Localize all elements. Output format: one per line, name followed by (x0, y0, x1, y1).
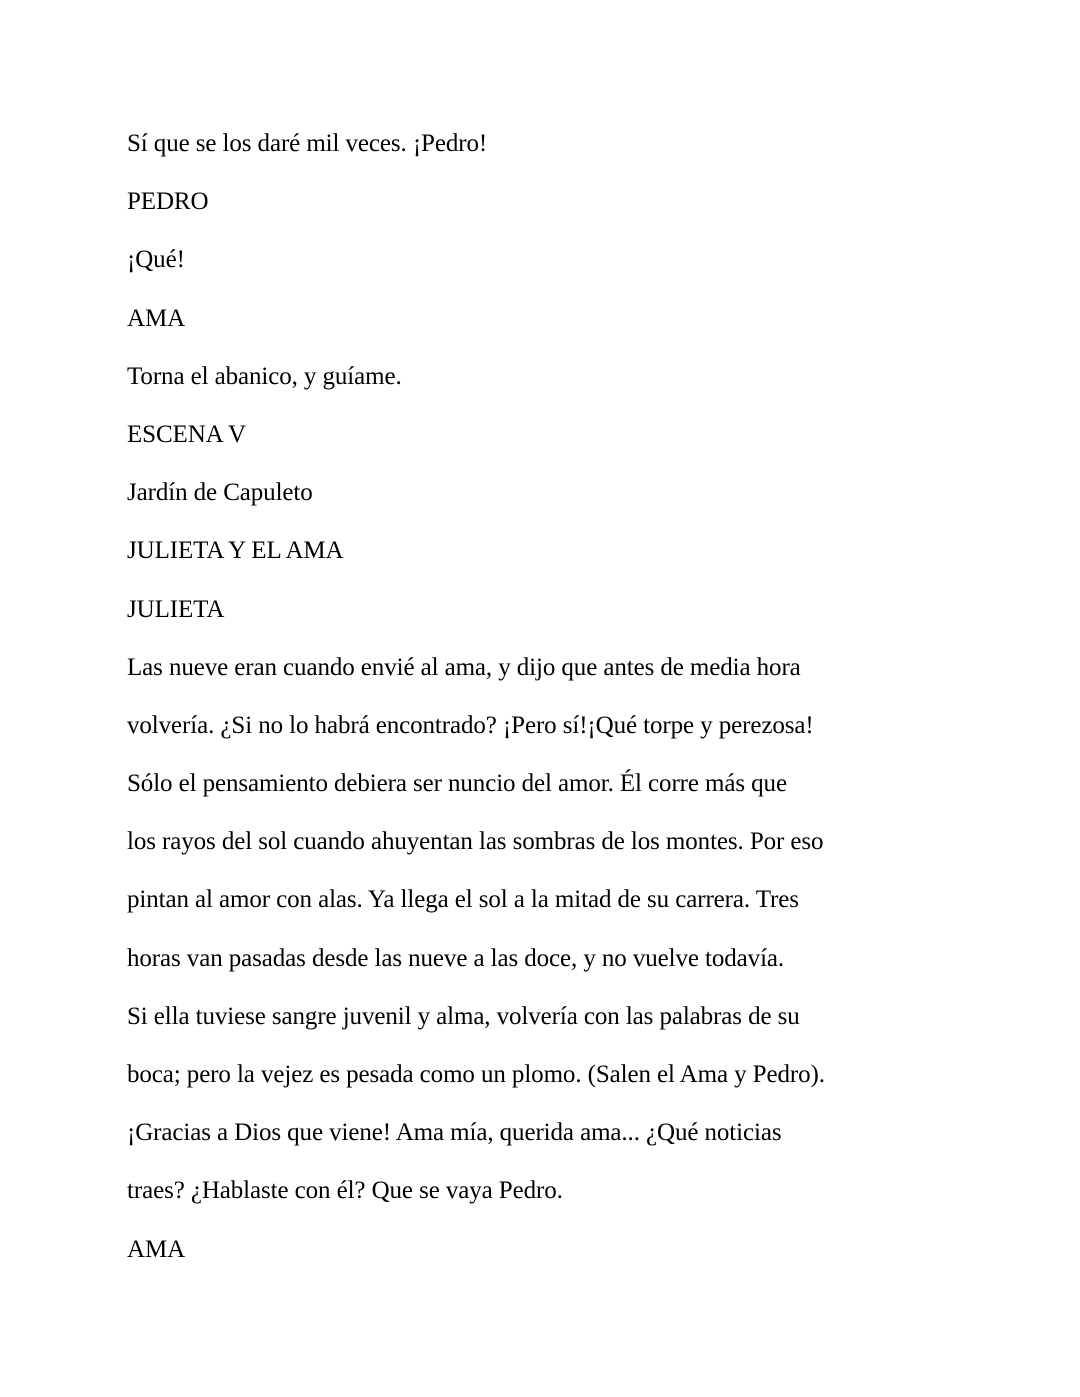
scene-characters: JULIETA Y EL AMA (127, 537, 344, 565)
scene-location: Jardín de Capuleto (127, 479, 313, 507)
speaker-name: JULIETA (127, 595, 225, 623)
dialogue-line: Si ella tuviese sangre juvenil y alma, volvería con las palabras de su (127, 1002, 800, 1030)
speaker-name: AMA (127, 1235, 186, 1263)
scene-heading: ESCENA V (127, 420, 246, 448)
dialogue-line: traes? ¿Hablaste con él? Que se vaya Pedro. (127, 1177, 563, 1205)
speaker-name: PEDRO (127, 188, 209, 216)
dialogue-line: Sólo el pensamiento debiera ser nuncio del amor. Él corre más que (127, 770, 787, 798)
speaker-name: AMA (127, 304, 186, 332)
dialogue-line: volvería. ¿Si no lo habrá encontrado? ¡Pero sí!¡Qué torpe y perezosa! (127, 711, 814, 739)
dialogue-line: Las nueve eran cuando envié al ama, y dijo que antes de media hora (127, 653, 801, 681)
dialogue-line: Torna el abanico, y guíame. (127, 362, 402, 390)
dialogue-line: los rayos del sol cuando ahuyentan las sombras de los montes. Por eso (127, 828, 824, 856)
document-page (127, 124, 927, 1288)
dialogue-line: ¡Qué! (127, 246, 185, 274)
dialogue-line: boca; pero la vejez es pesada como un plomo. (Salen el Ama y Pedro). (127, 1061, 825, 1088)
dialogue-line: Sí que se los daré mil veces. ¡Pedro! (127, 130, 488, 157)
dialogue-line: ¡Gracias a Dios que viene! Ama mía, querida ama... ¿Qué noticias (127, 1119, 782, 1147)
dialogue-line: pintan al amor con alas. Ya llega el sol a la mitad de su carrera. Tres (127, 886, 799, 914)
dialogue-line: horas van pasadas desde las nueve a las doce, y no vuelve todavía. (127, 944, 785, 972)
